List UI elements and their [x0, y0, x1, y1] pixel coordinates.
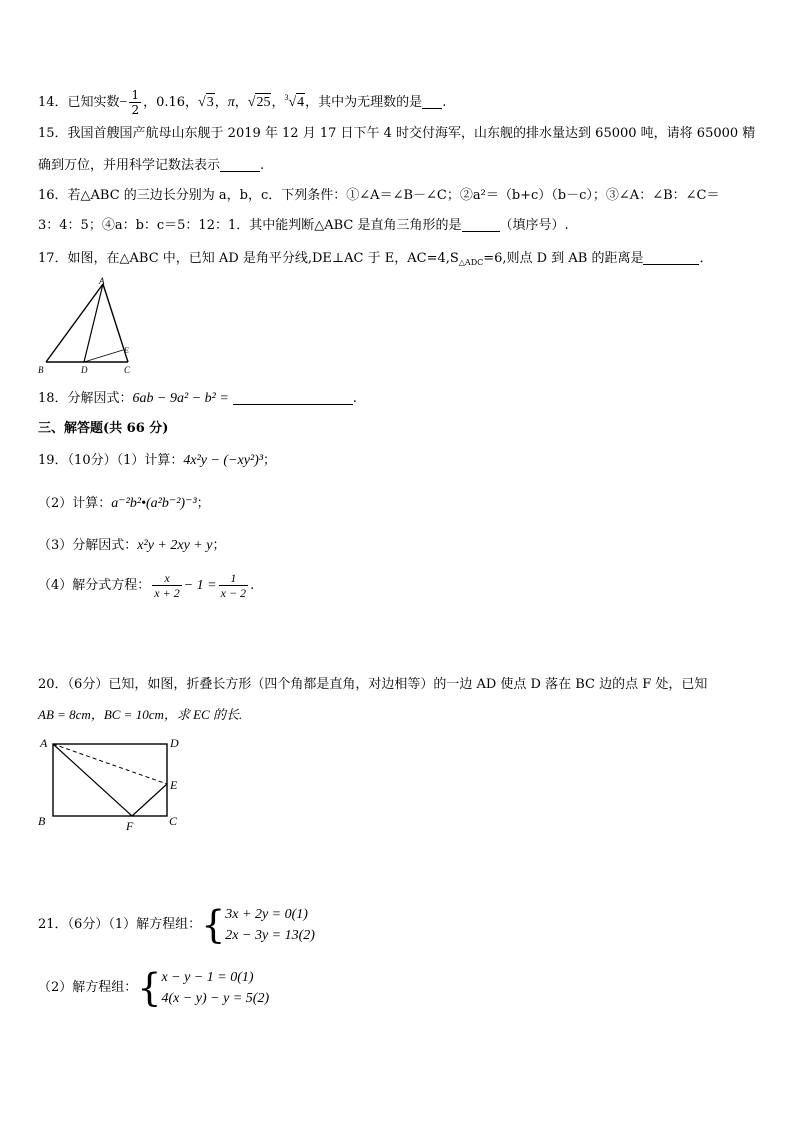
q14-answer-blank[interactable]	[422, 94, 442, 109]
question-16-line1: 16．若△ABC 的三边长分别为 a，b，c．下列条件：①∠A＝∠B－∠C；②a²＝（b+c）（b－c）；③∠A：∠B：∠C＝	[38, 188, 720, 203]
question-19-part1: 19．（10分）（1）计算：4x²y − (−xy²)³；	[38, 453, 277, 468]
question-15-line2: 确到万位，并用科学记数法表示 .	[38, 158, 265, 173]
q17-label-C: C	[124, 365, 131, 375]
q20-rectangle-figure	[36, 732, 186, 832]
q17-label-E: E	[124, 346, 129, 355]
question-16-line2: 3：4：5；④a：b：c＝5：12：1．其中能判断△ABC 是直角三角形的是 （填序号）.	[38, 218, 569, 233]
question-21-part1: 21．（6分）（1）解方程组：{ 3x + 2y = 0(1) 2x − 3y = 13(2)	[38, 902, 315, 947]
q19-p4-right-fraction: $\frac{1}{x - 2}$	[220, 571, 247, 600]
q21-p2-system: x − y − 1 = 0(1) 4(x − y) − y = 5(2)	[161, 969, 270, 1006]
q20-label-E: E	[170, 778, 178, 792]
q21-p1-system: 3x + 2y = 0(1) 2x − 3y = 13(2)	[225, 906, 315, 943]
q14-fraction: $\frac{1}{2}$	[131, 88, 140, 117]
question-17: 17．如图，在△ABC 中，已知 AD 是角平分线,DE⊥AC 于 E，$AC=4,S_{\triangle ADC}=6$,则点 D 到 AB 的距离是 ．	[38, 251, 713, 267]
question-19-part2: （2）计算：a⁻²b²•(a²b⁻²)⁻³；	[38, 496, 210, 511]
q14-cbrt4: 4	[297, 95, 305, 110]
q18-expression: 6ab − 9a² − b² =	[132, 391, 229, 406]
q15-answer-blank[interactable]	[220, 157, 260, 172]
question-20-line1: 20．（6分）已知，如图，折叠长方形（四个角都是直角，对边相等）的一边 AD 使点 D 落在 BC 边的点 F 处，已知	[38, 677, 708, 692]
q19-p2-expression: a⁻²b²•(a²b⁻²)⁻³	[111, 496, 197, 511]
question-19-part4: （4）解分式方程： $\frac{x}{x + 2}$ − 1 = $\frac{1}{x - 2}$ .	[38, 571, 255, 600]
q17-answer-blank[interactable]	[643, 250, 699, 265]
question-19-part3: （3）分解因式：x²y + 2xy + y；	[38, 538, 226, 553]
q19-p4-left-fraction: $\frac{x}{x + 2}$	[154, 571, 180, 600]
section-3-title: 三、解答题(共 66 分)	[38, 421, 169, 436]
q16-answer-blank[interactable]	[462, 217, 500, 232]
question-18: 18．分解因式：6ab − 9a² − b² = .	[38, 391, 357, 406]
q21-p1-brace: {	[201, 902, 226, 947]
question-20-line2: AB = 8cm，BC = 10cm，求 EC 的长.	[38, 707, 243, 722]
q20-label-B: B	[38, 814, 46, 828]
q19-p1-expression: 4x²y − (−xy²)³	[183, 453, 264, 468]
q17-triangle-figure	[36, 274, 136, 376]
q20-label-F: F	[126, 819, 134, 832]
q20-label-D: D	[170, 736, 179, 750]
q14-prefix: 14．已知实数	[38, 95, 120, 110]
question-21-part2: （2）解方程组：{ x − y − 1 = 0(1) 4(x − y) − y = 5(2)	[38, 965, 270, 1010]
q14-sqrt25: 25	[256, 95, 271, 110]
question-14: 14．已知实数− $\frac{1}{2}$ ，0.16，√3，π，√25，$^3$√4，其中为无理数的是 .	[38, 88, 447, 117]
q20-label-A: A	[40, 736, 48, 750]
q17-label-A: A	[99, 276, 105, 286]
question-15-line1: 15．我国首艘国产航母山东舰于 2019 年 12 月 17 日下午 4 时交付海军，山东舰的排水量达到 65000 吨，请将 65000 精	[38, 126, 756, 141]
q21-p2-brace: {	[137, 965, 162, 1010]
q18-answer-blank[interactable]	[233, 390, 353, 405]
q17-label-D: D	[81, 365, 88, 375]
q14-pi: π	[227, 95, 235, 110]
q14-sqrt3: 3	[206, 95, 214, 110]
q19-p3-expression: x²y + 2xy + y	[137, 538, 213, 553]
q17-label-B: B	[38, 365, 44, 375]
q20-label-C: C	[169, 814, 178, 828]
